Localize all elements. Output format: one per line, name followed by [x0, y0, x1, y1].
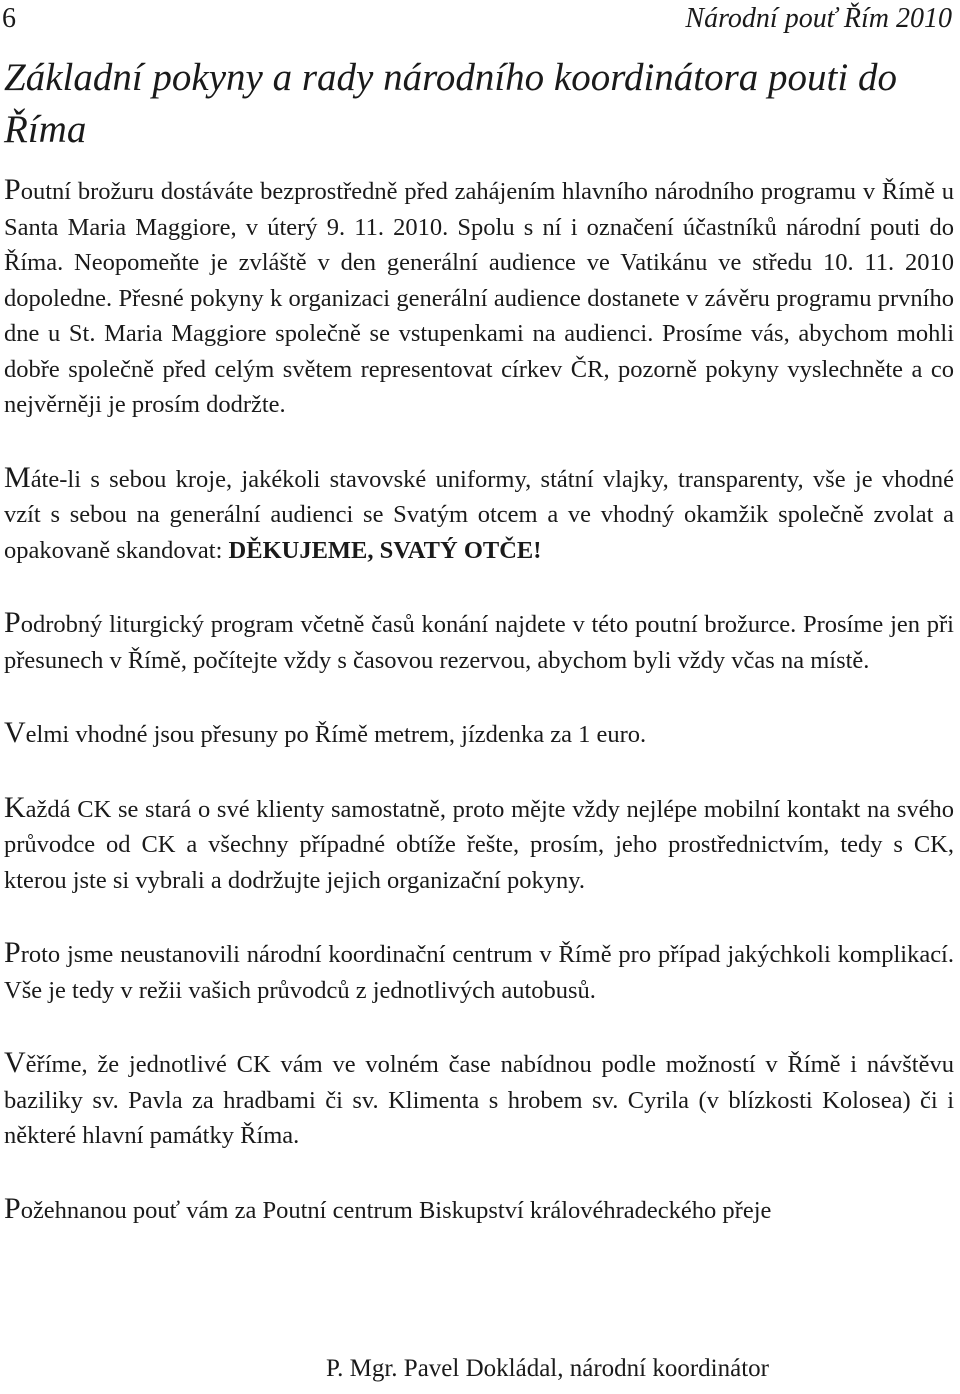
paragraph-coordination: [4, 935, 954, 1008]
paragraph-initial: P: [4, 173, 21, 206]
paragraph-text: roto jsme neustanovili národní koordinační centrum v Římě pro případ jakýchkoli komplikací. Vše je tedy v režii vašich průvodců z jednotlivých autobusů.: [4, 941, 954, 1004]
page-number: 6: [2, 3, 16, 34]
paragraph-visits: [4, 1045, 954, 1154]
paragraph-text: aždá CK se stará o své klienty samostatně, proto mějte vždy nejlépe mobilní kontakt na svého průvodce od CK a všechny případné obtíže řešte, prosím, jeho prostřednictvím, tedy s CK, kterou jste si vybrali a dodržujte jejich organizační pokyny.: [4, 795, 954, 894]
paragraph-brochure: [4, 172, 954, 423]
paragraph-text: elmi vhodné jsou přesuny po Římě metrem, jízdenka za 1 euro.: [25, 721, 647, 748]
paragraph-metro: [4, 715, 954, 753]
body-text: [4, 172, 954, 1265]
page-title: Základní pokyny a rady národního koordinátora pouti do Říma: [4, 56, 897, 151]
signature: P. Mgr. Pavel Dokládal, národní koordinátor: [326, 1355, 769, 1382]
paragraph-text: ožehnanou pouť vám za Poutní centrum Biskupství královéhradeckého přeje: [20, 1196, 772, 1224]
paragraph-initial: M: [4, 460, 31, 494]
paragraph-travel-agency: [4, 790, 954, 899]
paragraph-costumes: [4, 460, 954, 569]
paragraph-emphasis: DĚKUJEME, SVATÝ OTČE!: [228, 536, 542, 564]
paragraph-blessing: [4, 1191, 954, 1229]
paragraph-initial: P: [4, 936, 21, 969]
paragraph-program: [4, 605, 954, 678]
paragraph-initial: V: [4, 716, 26, 749]
paragraph-text: outní brožuru dostáváte bezprostředně před zahájením hlavního národního programu v Římě u Santa Maria Maggiore, v úterý 9. 11. 2010. Spolu s ní i označení účastníků národní pouti do Říma. Neopomeňte je zvláště v den generální audience ve Vatikánu ve středu 10. 11. 2010 dopoledne. Přesné pokyny k organizaci generální audience dostanete v závěru programu prvního dne u St. Maria Maggiore společně se vstupenkami na audienci. Prosíme vás, abychom mohli dobře společně před celým světem representovat církev ČR, pozorně pokyny vyslechněte a co nejvěrněji je prosím dodržte.: [4, 178, 954, 418]
paragraph-initial: P: [4, 606, 21, 639]
running-header: Národní pouť Řím 2010: [685, 3, 952, 34]
paragraph-text: odrobný liturgický program včetně časů konání najdete v této poutní brožurce. Prosíme jen při přesunech v Římě, počítejte vždy s časovou rezervou, abychom byli vždy včas na místě.: [4, 611, 954, 674]
paragraph-initial: P: [4, 1191, 21, 1225]
paragraph-initial: K: [4, 790, 26, 824]
paragraph-text: áte-li s sebou kroje, jakékoli stavovské uniformy, státní vlajky, transparenty, vše je vhodné vzít s sebou na generální audienci se Svatým otcem a ve vhodný okamžik společně zvolat a opakovaně skandovat:: [4, 465, 954, 564]
paragraph-initial: V: [4, 1046, 26, 1079]
paragraph-text: ěříme, že jednotlivé CK vám ve volném čase nabídnou podle možností v Římě i návštěvu baziliky sv. Pavla za hradbami či sv. Klimenta s hrobem sv. Cyrila (v blízkosti Kolosea) či i některé hlavní památky Říma.: [4, 1051, 954, 1149]
